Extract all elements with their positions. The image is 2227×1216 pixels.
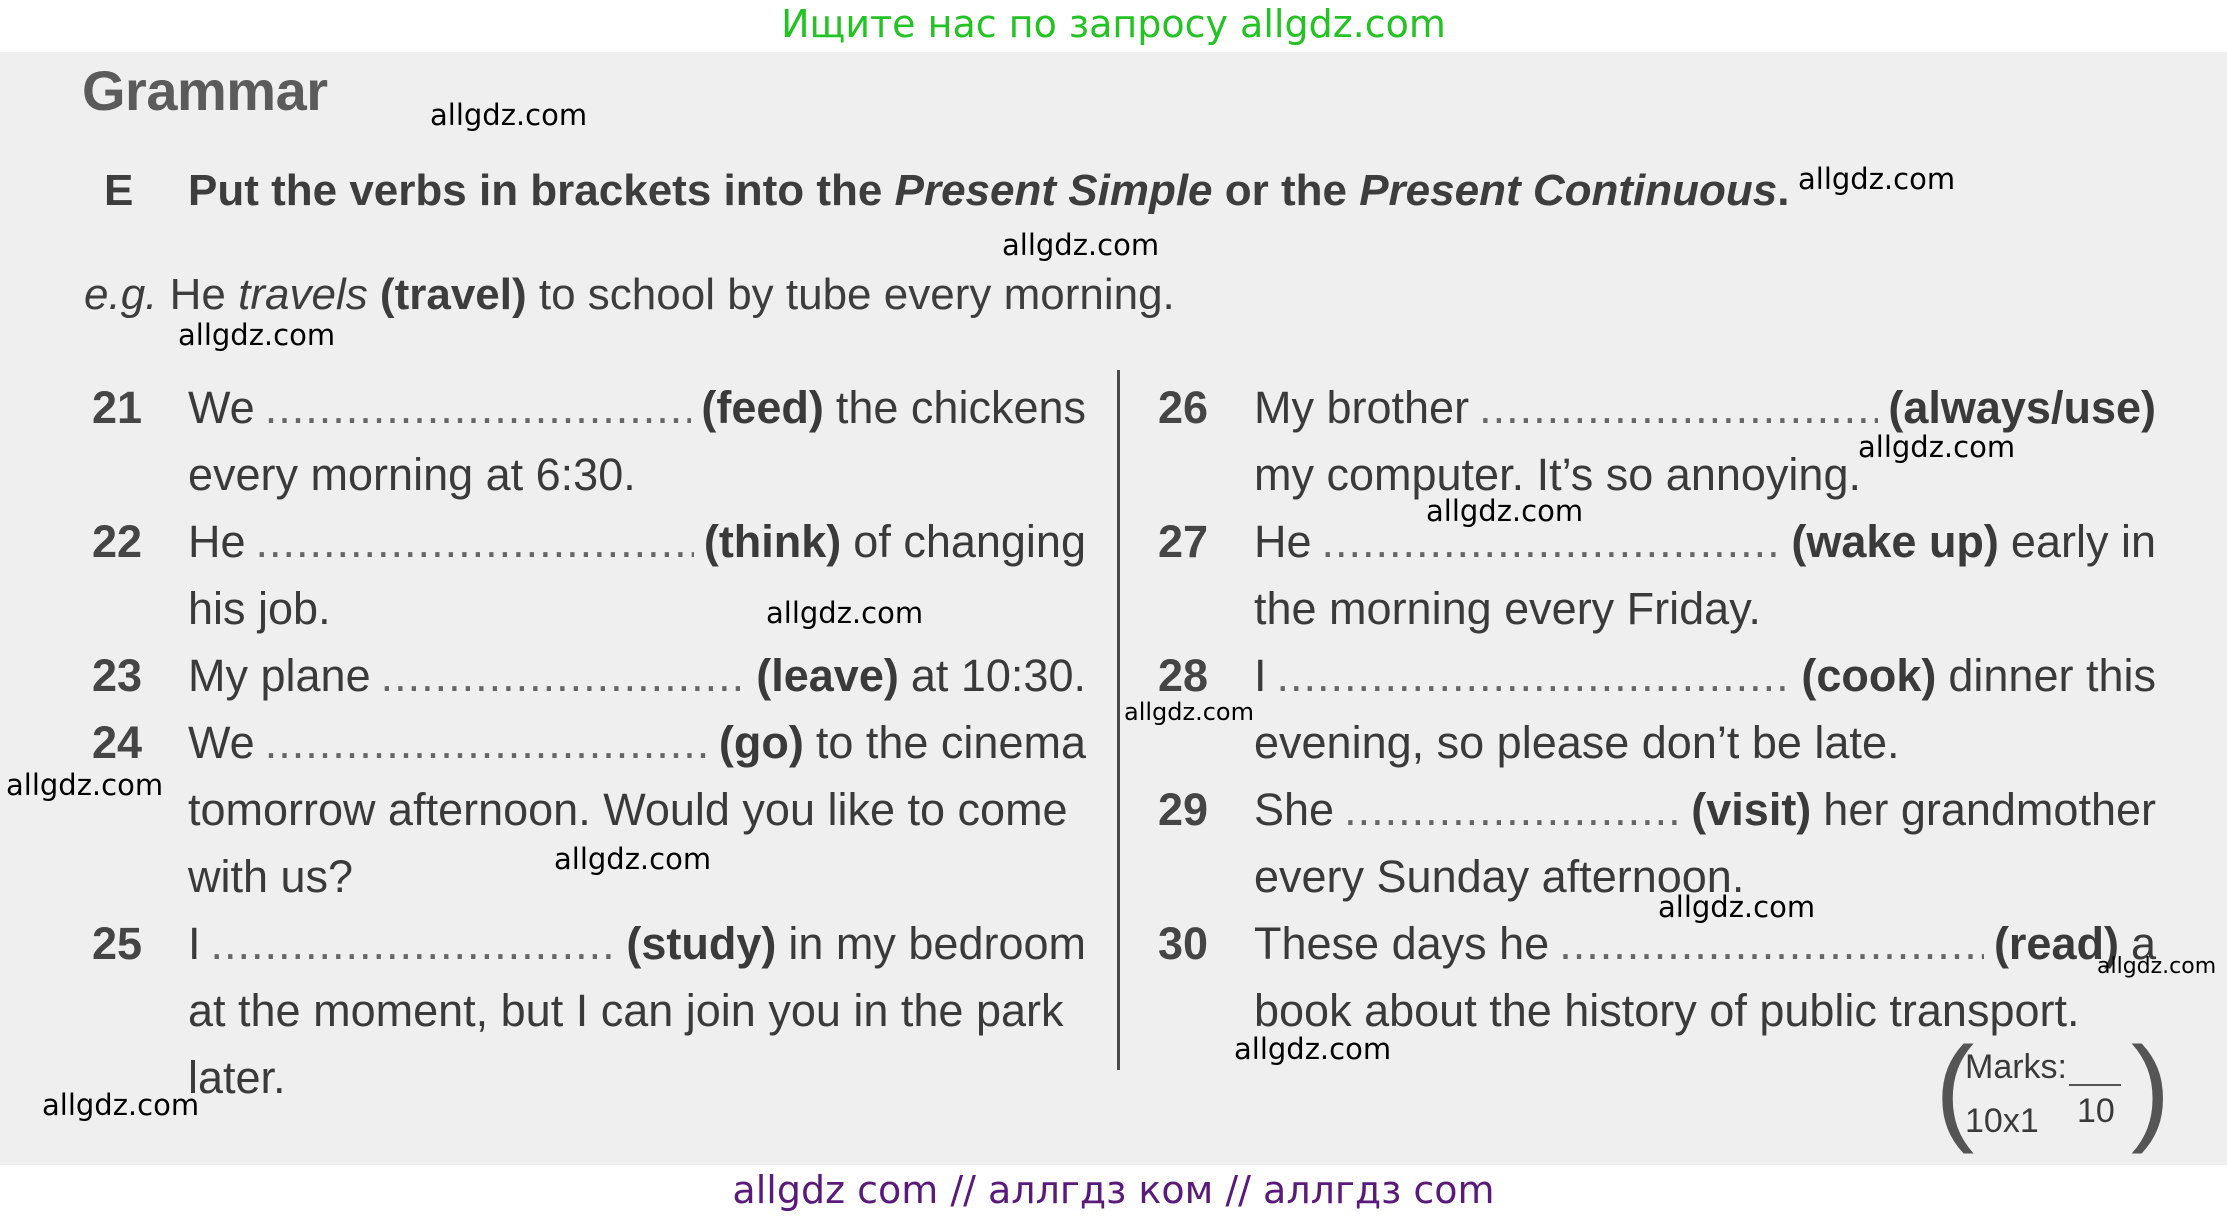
task-text-3: . xyxy=(1777,166,1790,215)
question-item xyxy=(92,374,1086,508)
question-end: her grandmother xyxy=(1823,784,2156,835)
question-start: My brother xyxy=(1254,382,1470,433)
watermark: allgdz.com xyxy=(1798,162,1956,196)
answer-blank xyxy=(211,910,617,977)
question-continuation: later. xyxy=(188,1052,286,1103)
marks-paren-right: ) xyxy=(2131,1023,2171,1155)
question-number: 29 xyxy=(1158,784,1209,835)
question-item xyxy=(1158,776,2156,910)
question-first-line xyxy=(188,709,1086,776)
verb-in-brackets: (visit) xyxy=(1691,784,1812,835)
verb-in-brackets: (go) xyxy=(718,717,804,768)
question-item xyxy=(1158,642,2156,776)
watermark: allgdz.com xyxy=(554,842,712,876)
question-start: We xyxy=(188,382,255,433)
answer-blank xyxy=(1479,374,1878,441)
question-continuation: every Sunday afternoon. xyxy=(1254,851,1745,902)
verb-in-brackets: (leave) xyxy=(756,650,899,701)
question-start: I xyxy=(188,918,201,969)
question-end: at 10:30. xyxy=(910,650,1086,701)
bottom-banner: allgdz com // аллгдз ком // аллгдз com xyxy=(0,1165,2227,1216)
question-end: early in xyxy=(2010,516,2156,567)
answer-blank xyxy=(1344,776,1681,843)
question-continuation: his job. xyxy=(188,583,331,634)
watermark: allgdz.com xyxy=(2097,954,2217,979)
question-end: a xyxy=(2130,918,2156,969)
question-item xyxy=(92,709,1086,910)
question-end: dinner this xyxy=(1948,650,2156,701)
question-end: in my bedroom xyxy=(788,918,1086,969)
question-number: 26 xyxy=(1158,382,1209,433)
verb-in-brackets: (wake up) xyxy=(1791,516,1999,567)
questions-right-column xyxy=(1158,374,2156,1044)
question-end: to the cinema xyxy=(815,717,1086,768)
watermark: allgdz.com xyxy=(1858,430,2016,464)
answer-blank xyxy=(1277,642,1792,709)
watermark: allgdz.com xyxy=(430,98,588,132)
question-end: the chickens xyxy=(835,382,1086,433)
question-number: 22 xyxy=(92,516,143,567)
watermark: allgdz.com xyxy=(1002,228,1160,262)
question-continuation: with us? xyxy=(188,851,354,902)
question-continuation: book about the history of public transport. xyxy=(1254,985,2080,1036)
answer-blank xyxy=(265,709,709,776)
verb-in-brackets: (cook) xyxy=(1801,650,1937,701)
question-start: I xyxy=(1254,650,1267,701)
watermark: allgdz.com xyxy=(1234,1032,1392,1066)
top-banner: Ищите нас по запросу allgdz.com xyxy=(0,0,2227,50)
question-first-line xyxy=(1254,642,2156,709)
question-first-line xyxy=(188,910,1086,977)
task-text-1: Put the verbs in brackets into the xyxy=(188,166,895,215)
question-item xyxy=(92,642,1086,709)
marks-denominator: 10 xyxy=(2077,1092,2115,1130)
question-first-line xyxy=(188,508,1086,575)
question-start: My plane xyxy=(188,650,371,701)
example-sentence xyxy=(84,270,1175,320)
verb-in-brackets: (always/use) xyxy=(1888,382,2156,433)
question-first-line xyxy=(188,374,1086,441)
marks-paren-left: ( xyxy=(1935,1023,1975,1155)
answer-blank xyxy=(265,374,692,441)
question-end: of changing xyxy=(853,516,1086,567)
question-number: 30 xyxy=(1158,918,1209,969)
question-continuation: tomorrow afternoon. Would you like to come xyxy=(188,784,1068,835)
marks-multiplier: 10x1 xyxy=(1965,1102,2039,1140)
question-continuation: the morning every Friday. xyxy=(1254,583,1761,634)
verb-in-brackets: (study) xyxy=(626,918,777,969)
watermark: allgdz.com xyxy=(6,768,164,802)
question-start: These days he xyxy=(1254,918,1550,969)
question-first-line xyxy=(1254,776,2156,843)
question-start: He xyxy=(188,516,246,567)
verb-in-brackets: (feed) xyxy=(701,382,824,433)
question-continuation: at the moment, but I can join you in the park xyxy=(188,985,1064,1036)
question-start: She xyxy=(1254,784,1335,835)
verb-in-brackets: (read) xyxy=(1993,918,2119,969)
question-first-line xyxy=(1254,374,2156,441)
task-em-1: Present Simple xyxy=(894,166,1213,215)
question-first-line xyxy=(188,642,1086,709)
example-prefix: e.g. xyxy=(84,270,158,319)
watermark: allgdz.com xyxy=(1658,890,1816,924)
watermark: allgdz.com xyxy=(178,318,336,352)
question-number: 28 xyxy=(1158,650,1209,701)
example-verb: (travel) xyxy=(379,270,527,319)
question-item xyxy=(1158,910,2156,1044)
task-letter: E xyxy=(104,166,134,215)
answer-blank xyxy=(256,508,694,575)
marks-fraction-line xyxy=(2069,1084,2121,1086)
textbook-page xyxy=(0,52,2227,1165)
question-item xyxy=(1158,508,2156,642)
column-divider xyxy=(1117,370,1120,1070)
watermark: allgdz.com xyxy=(42,1088,200,1122)
watermark: allgdz.com xyxy=(1124,698,1254,726)
questions-left-column xyxy=(92,374,1086,1111)
question-start: He xyxy=(1254,516,1312,567)
question-first-line xyxy=(1254,508,2156,575)
question-number: 23 xyxy=(92,650,143,701)
question-continuation: every morning at 6:30. xyxy=(188,449,636,500)
verb-in-brackets: (think) xyxy=(703,516,842,567)
example-answer: travels xyxy=(238,270,368,319)
marks-label: Marks: xyxy=(1965,1048,2067,1086)
question-number: 25 xyxy=(92,918,143,969)
question-item xyxy=(92,910,1086,1111)
task-text-2: or the xyxy=(1212,166,1360,215)
question-continuation: evening, so please don’t be late. xyxy=(1254,717,1900,768)
marks-box xyxy=(1935,1023,2171,1155)
example-rest: to school by tube every morning. xyxy=(526,270,1175,319)
section-title: Grammar xyxy=(82,59,328,122)
question-number: 27 xyxy=(1158,516,1209,567)
task-instruction xyxy=(104,166,1789,216)
watermark: allgdz.com xyxy=(1426,494,1584,528)
answer-blank xyxy=(381,642,747,709)
question-start: We xyxy=(188,717,255,768)
example-subject: He xyxy=(157,270,239,319)
watermark: allgdz.com xyxy=(766,596,924,630)
question-number: 21 xyxy=(92,382,143,433)
question-item xyxy=(92,508,1086,642)
task-em-2: Present Continuous xyxy=(1359,166,1778,215)
question-continuation: my computer. It’s so annoying. xyxy=(1254,449,1861,500)
question-number: 24 xyxy=(92,717,143,768)
